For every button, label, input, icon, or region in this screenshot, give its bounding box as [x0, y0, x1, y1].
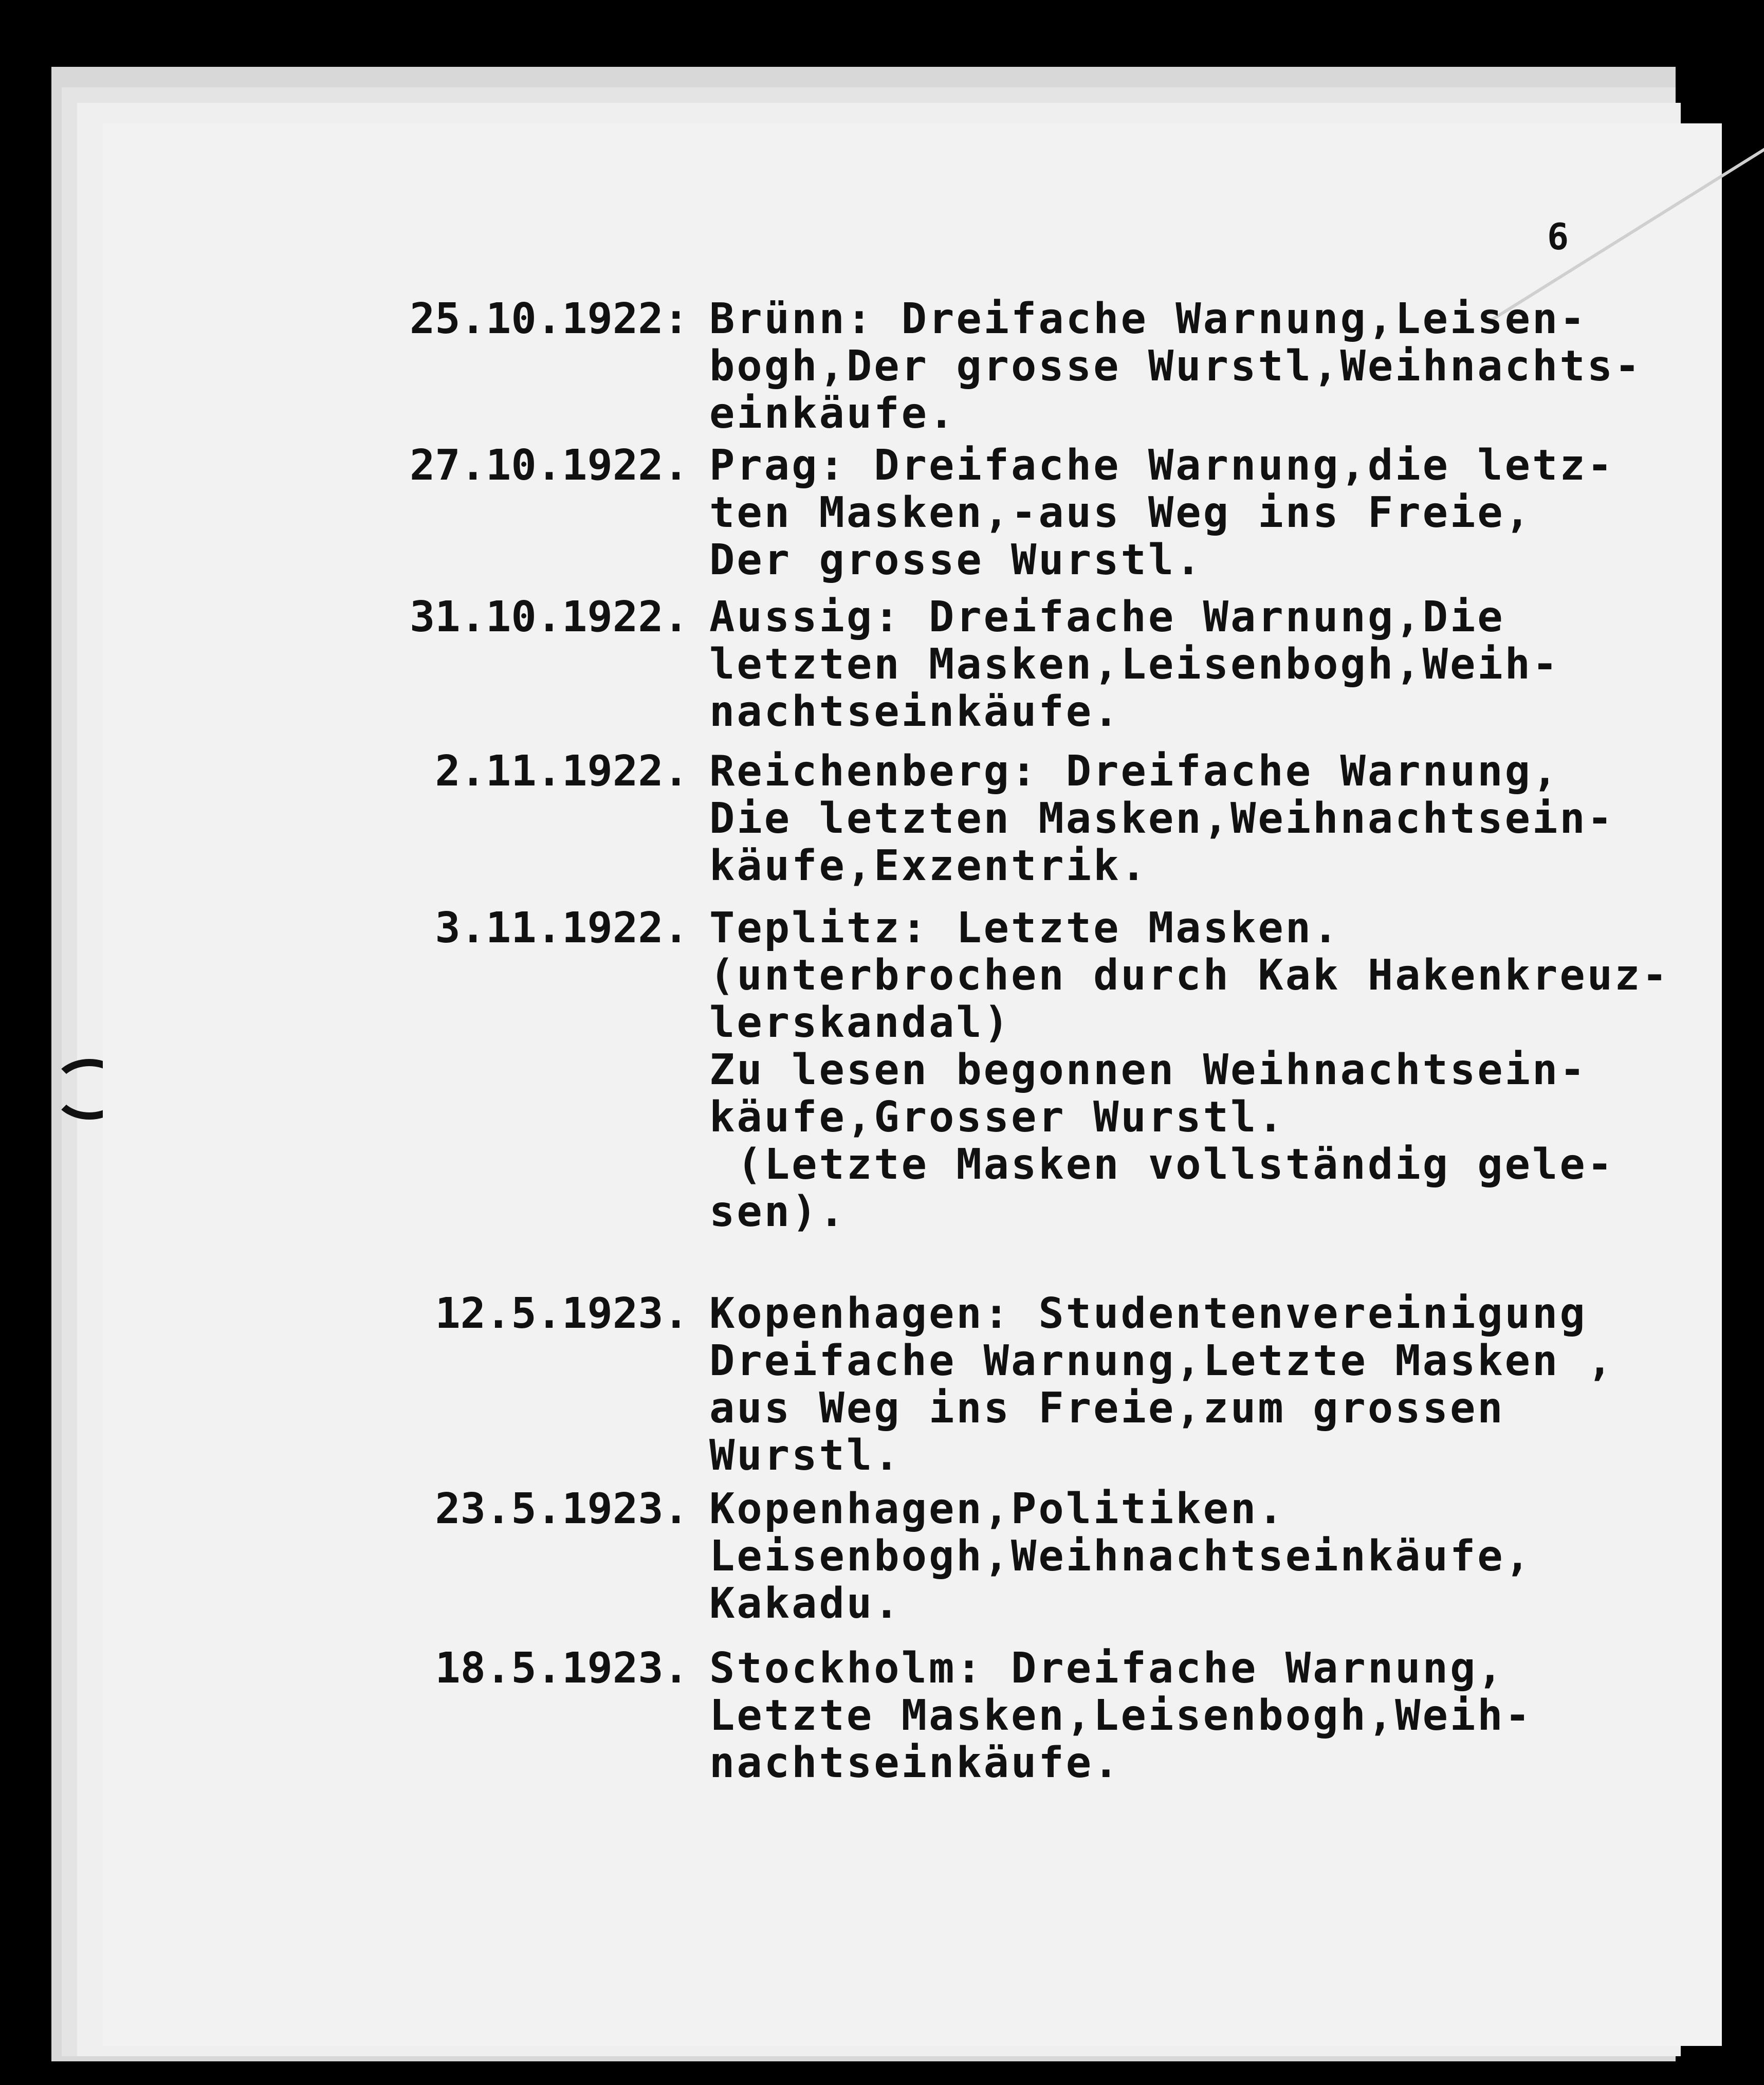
entry-line: bogh,Der grosse Wurstl,Weihnachts- [709, 342, 1642, 391]
entry-date: 3.11.1922. [435, 904, 689, 953]
entry-line: nachtseinkäufe. [709, 687, 1121, 736]
entry-line: Teplitz: Letzte Masken. [709, 904, 1340, 953]
entry-date: 31.10.1922. [409, 593, 689, 642]
entry-date: 27.10.1922. [409, 441, 689, 490]
entry-date: 2.11.1922. [435, 747, 689, 796]
entry-line: Zu lesen begonnen Weihnachtsein- [709, 1046, 1587, 1094]
page-number: 6 [1547, 216, 1569, 258]
entry-date: 25.10.1922: [409, 295, 689, 343]
entry-text [709, 1486, 1532, 1627]
entry-line: Kopenhagen,Politiken. [709, 1485, 1285, 1533]
entry-date: 23.5.1923. [435, 1485, 689, 1533]
entry-text [709, 594, 1559, 736]
entry-line: Kopenhagen: Studentenvereinigung [709, 1289, 1587, 1338]
entry-text [709, 748, 1614, 890]
entry-date: 12.5.1923. [435, 1289, 689, 1338]
entry-line: (unterbrochen durch Kak Hakenkreuz- [709, 951, 1669, 1000]
entry-line: sen). [709, 1187, 847, 1236]
entry-line: einkäufe. [709, 389, 957, 438]
entry-line: ten Masken,-aus Weg ins Freie, [709, 488, 1533, 537]
entry-line: Die letzten Masken,Weihnachtsein- [709, 794, 1615, 843]
entry-line: käufe,Grosser Wurstl. [709, 1093, 1285, 1142]
entry-line: Der grosse Wurstl. [709, 536, 1203, 584]
entry-text [709, 442, 1614, 584]
entry-text [709, 905, 1669, 1236]
entry-line: Reichenberg: Dreifache Warnung, [709, 747, 1560, 796]
entry-text [709, 296, 1642, 437]
entry-line: Stockholm: Dreifache Warnung, [709, 1644, 1505, 1693]
entry-line: Aussig: Dreifache Warnung,Die [709, 593, 1505, 642]
entry-line: Leisenbogh,Weihnachtseinkäufe, [709, 1532, 1533, 1581]
entry-line: Dreifache Warnung,Letzte Masken , [709, 1337, 1615, 1385]
entry-date: 18.5.1923. [435, 1644, 689, 1693]
entry-line: lerskandal) [709, 998, 1012, 1047]
entry-text [709, 1290, 1614, 1479]
entry-text [709, 1645, 1532, 1787]
entry-line: Kakadu. [709, 1579, 902, 1628]
entry-line: (Letzte Masken vollständig gele- [709, 1140, 1615, 1189]
entry-line: letzten Masken,Leisenbogh,Weih- [709, 640, 1560, 689]
entry-line: Letzte Masken,Leisenbogh,Weih- [709, 1691, 1533, 1740]
entry-line: Brünn: Dreifache Warnung,Leisen- [709, 295, 1587, 343]
entry-line: Prag: Dreifache Warnung,die letz- [709, 441, 1615, 490]
document-page [103, 123, 1722, 2046]
entry-line: käufe,Exzentrik. [709, 842, 1148, 890]
entry-line: aus Weg ins Freie,zum grossen [709, 1384, 1505, 1433]
entry-line: nachtseinkäufe. [709, 1739, 1121, 1787]
entry-line: Wurstl. [709, 1431, 902, 1480]
